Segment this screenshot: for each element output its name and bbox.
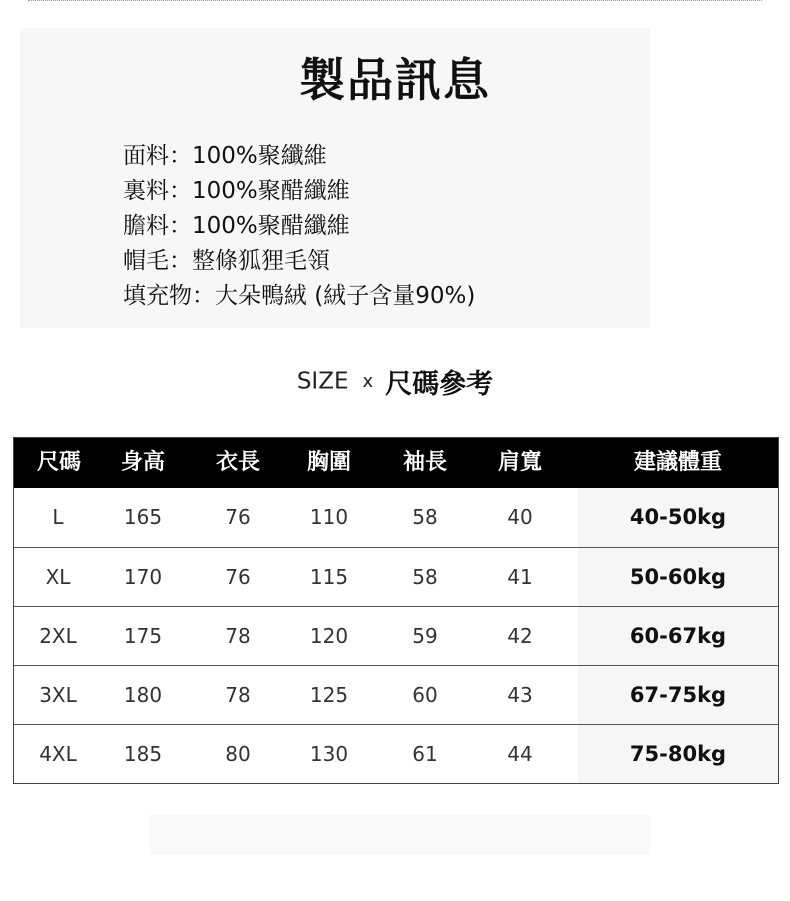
cell-size: 2XL <box>39 624 77 648</box>
header-size: 尺碼 <box>36 450 81 475</box>
size-heading-en: SIZE <box>296 368 349 395</box>
table-row <box>14 547 778 607</box>
cell-height: 175 <box>123 624 163 648</box>
cell-length: 76 <box>225 505 251 529</box>
header-height: 身高 <box>120 450 165 475</box>
cell-length: 80 <box>225 742 251 766</box>
header-chest: 胸圍 <box>306 450 351 475</box>
cell-chest: 120 <box>309 624 349 648</box>
cell-size: 4XL <box>39 742 77 766</box>
cell-weight: 50-60kg <box>629 565 727 589</box>
top-divider <box>28 0 762 2</box>
cell-sleeve: 58 <box>412 505 438 529</box>
cell-height: 180 <box>123 683 163 707</box>
table-row <box>14 606 778 666</box>
cell-weight: 40-50kg <box>629 505 727 529</box>
cell-chest: 125 <box>309 683 349 707</box>
spec-item-fabric: 面料：100%聚纖維 <box>123 143 327 169</box>
product-info-title: 製品訊息 <box>299 53 491 107</box>
cell-shoulder: 40 <box>507 505 533 529</box>
cell-weight: 75-80kg <box>629 742 727 766</box>
size-heading-separator: x <box>362 371 374 392</box>
cell-size: XL <box>45 565 71 589</box>
size-table <box>13 437 779 784</box>
cell-chest: 130 <box>309 742 349 766</box>
header-weight: 建議體重 <box>633 450 722 475</box>
cell-sleeve: 61 <box>412 742 438 766</box>
cell-length: 78 <box>225 683 251 707</box>
cell-size: L <box>52 505 64 529</box>
cell-sleeve: 59 <box>412 624 438 648</box>
cell-chest: 115 <box>309 565 349 589</box>
cell-size: 3XL <box>39 683 77 707</box>
header-shoulder: 肩寬 <box>497 450 542 475</box>
size-heading <box>0 362 790 401</box>
cell-sleeve: 58 <box>412 565 438 589</box>
cell-shoulder: 42 <box>507 624 533 648</box>
table-row <box>14 488 778 547</box>
cell-sleeve: 60 <box>412 683 438 707</box>
cell-length: 76 <box>225 565 251 589</box>
cell-length: 78 <box>225 624 251 648</box>
cell-shoulder: 44 <box>507 742 533 766</box>
cell-shoulder: 41 <box>507 565 533 589</box>
bottom-band <box>150 815 650 855</box>
spec-list <box>123 139 475 314</box>
spec-item-inner-lining: 膽料：100%聚醋纖維 <box>123 213 350 239</box>
spec-item-lining: 裏料：100%聚醋纖維 <box>123 178 350 204</box>
cell-height: 185 <box>123 742 163 766</box>
spec-item-hood-fur: 帽毛：整條狐狸毛領 <box>123 248 330 274</box>
cell-chest: 110 <box>309 505 349 529</box>
table-row <box>14 665 778 725</box>
table-header-row <box>14 438 778 488</box>
table-row <box>14 724 778 784</box>
header-sleeve: 袖長 <box>402 450 447 475</box>
cell-shoulder: 43 <box>507 683 533 707</box>
header-length: 衣長 <box>215 450 260 475</box>
cell-height: 170 <box>123 565 163 589</box>
spec-item-filling: 填充物：大朵鴨絨 (絨子含量90%) <box>123 283 476 309</box>
cell-height: 165 <box>123 505 163 529</box>
cell-weight: 60-67kg <box>629 624 727 648</box>
size-heading-zh: 尺碼參考 <box>385 369 494 400</box>
cell-weight: 67-75kg <box>629 683 727 707</box>
